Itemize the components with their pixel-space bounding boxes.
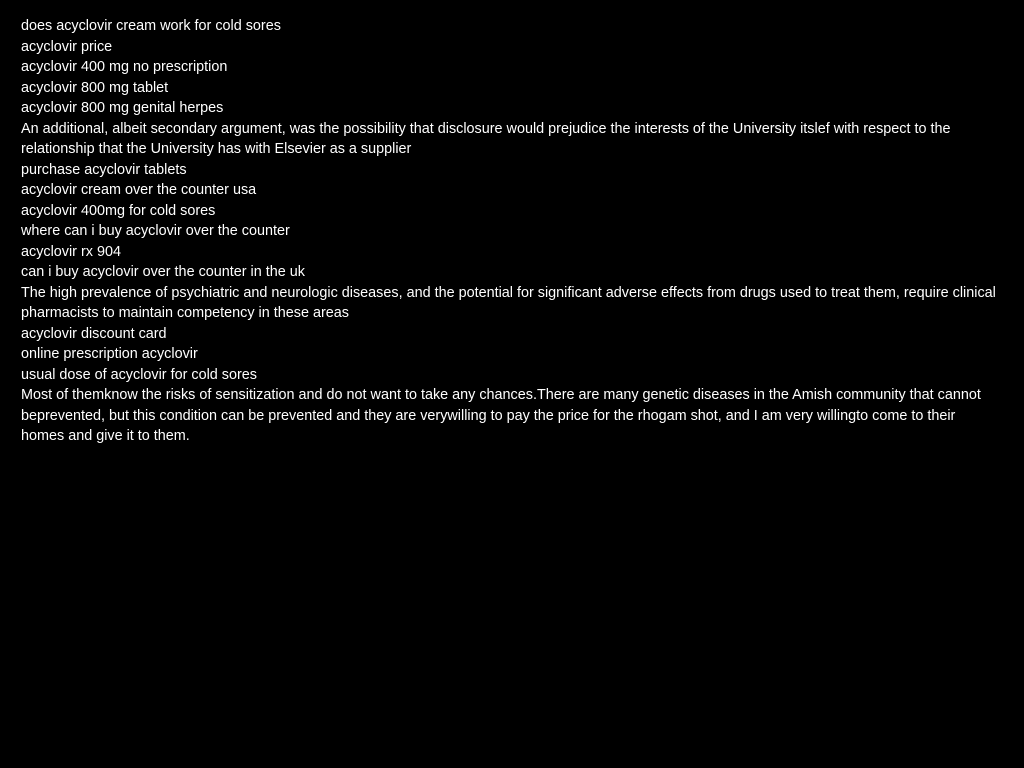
text-line: acyclovir discount card: [21, 325, 167, 342]
text-line: usual dose of acyclovir for cold sores: [21, 366, 257, 383]
text-paragraph: The high prevalence of psychiatric and neurologic diseases, and the potential for significant adverse effects from drugs used to treat them, require clinical pharmacists to maintain competency in these areas: [21, 284, 996, 321]
text-line: online prescription acyclovir: [21, 346, 198, 362]
text-line: does acyclovir cream work for cold sores: [21, 18, 281, 34]
text-line: acyclovir 400mg for cold sores: [21, 202, 216, 219]
text-line: can i buy acyclovir over the counter in the uk: [21, 264, 305, 280]
text-paragraph: An additional, albeit secondary argument, was the possibility that disclosure would prejudice the interests of the University itslef with respect to the relationship that the University has with Elsevier as a supplier: [21, 120, 951, 157]
text-line: acyclovir price: [21, 38, 113, 55]
text-list: [21, 16, 996, 447]
text-line: acyclovir 800 mg genital herpes: [21, 100, 224, 116]
text-paragraph: Most of themknow the risks of sensitization and do not want to take any chances.There are many genetic diseases in the Amish community that cannot beprevented, but this condition can be prevented and they are verywilling to pay the price for the rhogam shot, and I am very willingto come to their homes and give it to them.: [21, 387, 981, 444]
text-line: acyclovir rx 904: [21, 243, 121, 260]
text-line: acyclovir 800 mg tablet: [21, 79, 169, 96]
text-line: acyclovir cream over the counter usa: [21, 182, 257, 198]
text-line: acyclovir 400 mg no prescription: [21, 59, 228, 75]
text-line: purchase acyclovir tablets: [21, 161, 187, 178]
text-line: where can i buy acyclovir over the counter: [21, 223, 290, 239]
